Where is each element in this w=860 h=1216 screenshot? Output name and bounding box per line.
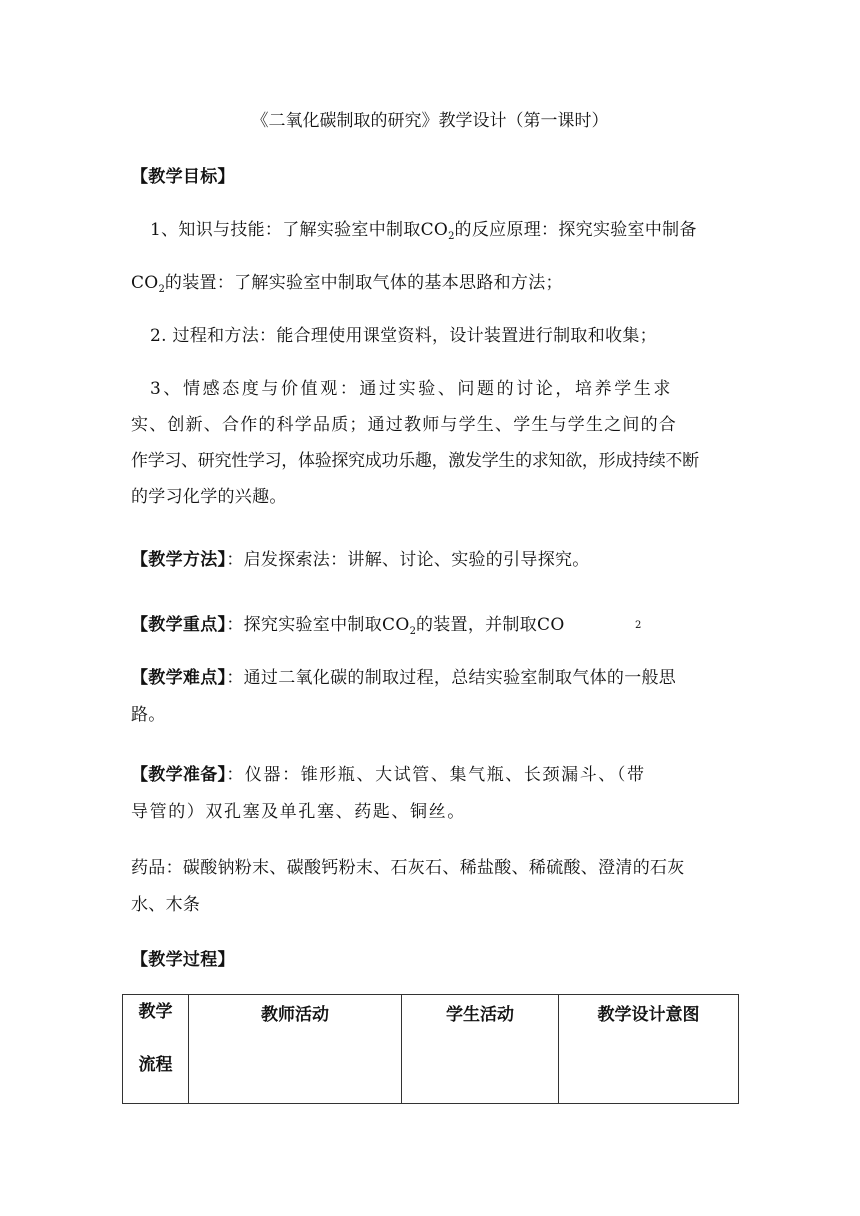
document-title: 《二氧化碳制取的研究》教学设计（第一课时） — [251, 111, 609, 131]
header-design-intent: 教学设计意图 — [559, 995, 739, 1104]
table-header-row — [123, 995, 739, 1104]
difficulty-heading: 【教学难点】 — [131, 668, 227, 688]
key-point-paragraph: 【教学重点】：探究实验室中制取$CO_2$的装置，并制取CO — [131, 615, 565, 637]
header-flow: 教学 流程 — [123, 995, 189, 1104]
goal-item-3-line-1: 3、情感态度与价值观：通过实验、问题的讨论，培养学生求 — [150, 379, 674, 399]
goal-item-3-line-3: 作学习、研究性学习，体验探究成功乐趣，激发学生的求知欲，形成持续不断 — [131, 451, 699, 471]
preparation-line-1: 【教学准备】：仪器：锥形瓶、大试管、集气瓶、长颈漏斗、（带 — [131, 765, 646, 785]
key-point-subscript: 2 — [635, 620, 642, 631]
chemicals-line-1: 药品：碳酸钠粉末、碳酸钙粉末、石灰石、稀盐酸、稀硫酸、澄清的石灰 — [131, 858, 685, 878]
goal-item-1-line-2: $CO_2$的装置：了解实验室中制取气体的基本思路和方法； — [131, 273, 563, 295]
header-teacher-activity: 教师活动 — [189, 995, 402, 1104]
process-table — [122, 994, 739, 1104]
preparation-heading: 【教学准备】 — [131, 765, 227, 785]
difficulty-line-1: 【教学难点】：通过二氧化碳的制取过程，总结实验室制取气体的一般思 — [131, 668, 677, 688]
key-point-heading: 【教学重点】 — [131, 615, 227, 635]
preparation-line-2: 导管的）双孔塞及单孔塞、药匙、铜丝。 — [131, 802, 466, 822]
method-heading: 【教学方法】 — [131, 550, 227, 570]
goal-item-3-line-2: 实、创新、合作的科学品质；通过教师与学生、学生与学生之间的合 — [131, 415, 677, 435]
header-student-activity: 学生活动 — [402, 995, 559, 1104]
goal-item-1-line-1: 1、知识与技能：了解实验室中制取$CO_2$的反应原理：探究实验室中制备 — [150, 220, 697, 242]
goals-heading: 【教学目标】 — [131, 167, 235, 187]
goal-item-2: 2. 过程和方法：能合理使用课堂资料，设计装置进行制取和收集； — [150, 326, 657, 346]
goal-item-3-line-4: 的学习化学的兴趣。 — [131, 487, 287, 507]
method-paragraph: 【教学方法】：启发探索法：讲解、讨论、实验的引导探究。 — [131, 550, 590, 570]
difficulty-line-2: 路。 — [131, 705, 166, 725]
chemicals-line-2: 水、木条 — [131, 895, 201, 915]
process-heading: 【教学过程】 — [131, 950, 235, 970]
